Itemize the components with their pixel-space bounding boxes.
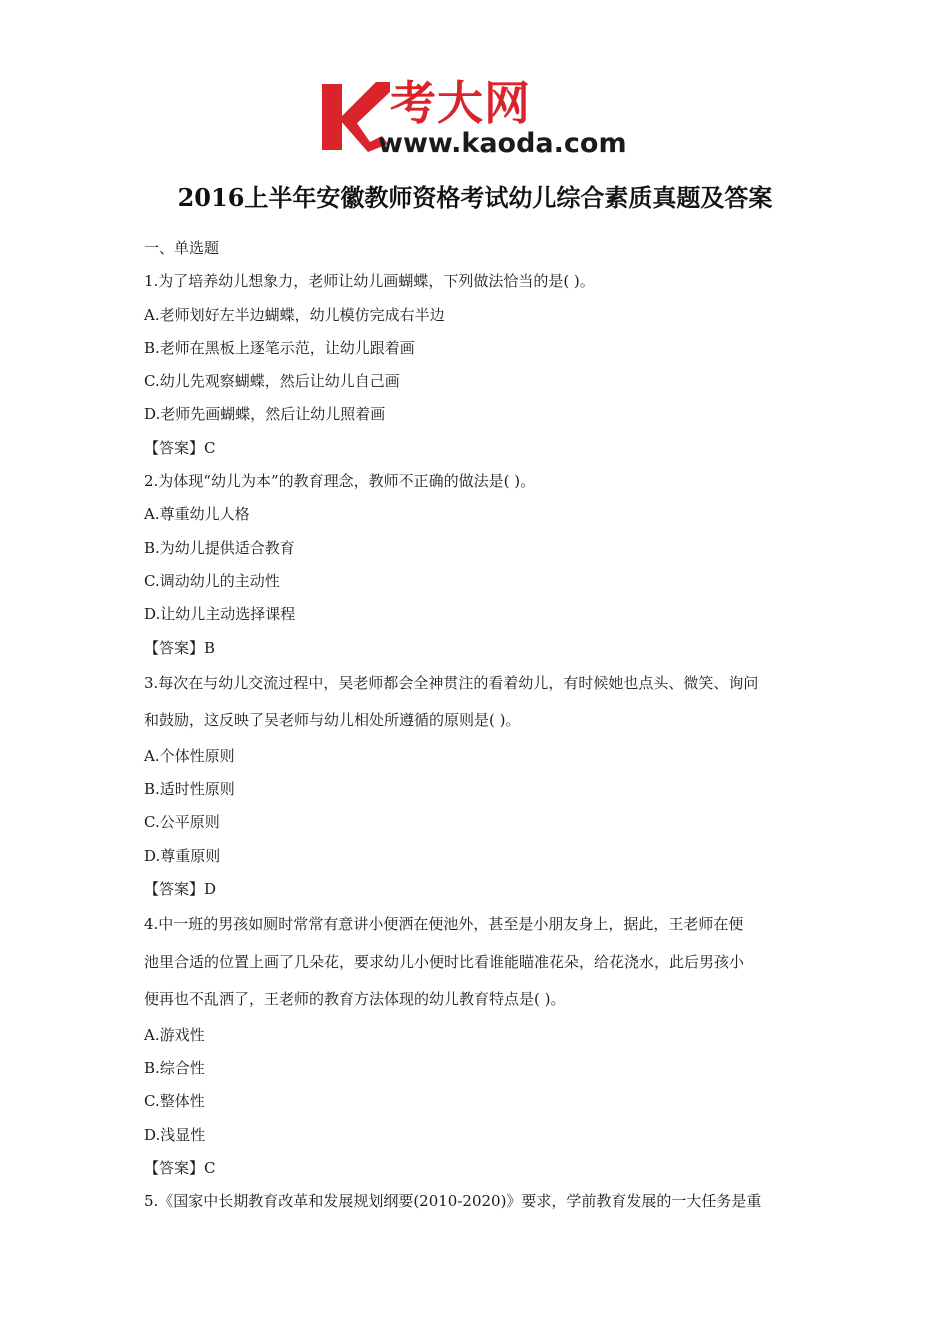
question-3-stem-line-2: 和鼓励，这反映了吴老师与幼儿相处所遵循的原则是( )。 xyxy=(144,711,521,730)
question-2-option-c: C.调动幼儿的主动性 xyxy=(144,571,280,590)
question-1-option-c: C.幼儿先观察蝴蝶，然后让幼儿自己画 xyxy=(144,372,400,391)
question-1-stem: 1.为了培养幼儿想象力，老师让幼儿画蝴蝶，下列做法恰当的是( )。 xyxy=(144,272,595,291)
question-4-stem-line-2: 池里合适的位置上画了几朵花，要求幼儿小便时比看谁能瞄准花朵，给花浇水，此后男孩小 xyxy=(144,952,745,971)
document-body xyxy=(144,232,814,1219)
question-4-option-c: C.整体性 xyxy=(144,1092,205,1111)
question-3-stem-line-1: 3.每次在与幼儿交流过程中，吴老师都会全神贯注的看着幼儿，有时候她也点头、微笑、询问 xyxy=(144,673,759,692)
question-3-answer: 【答案】D xyxy=(144,880,217,899)
question-1-option-a: A.老师划好左半边蝴蝶，幼儿模仿完成右半边 xyxy=(144,305,445,324)
question-4-stem-line-3: 便再也不乱洒了，王老师的教育方法体现的幼儿教育特点是( )。 xyxy=(144,990,566,1009)
question-4-option-b: B.综合性 xyxy=(144,1059,205,1078)
question-2-stem: 2.为体现“幼儿为本”的教育理念，教师不正确的做法是( )。 xyxy=(144,472,536,491)
question-3-option-c: C.公平原则 xyxy=(144,813,220,832)
question-4-stem-line-1: 4.中一班的男孩如厕时常常有意讲小便洒在便池外，甚至是小朋友身上，据此，王老师在便 xyxy=(144,915,744,934)
logo-url: www.kaoda.com xyxy=(378,128,627,159)
question-4-option-a: A.游戏性 xyxy=(144,1025,205,1044)
question-3-option-b: B.适时性原则 xyxy=(144,780,235,799)
question-3-option-a: A.个体性原则 xyxy=(144,746,235,765)
question-1-option-d: D.老师先画蝴蝶，然后让幼儿照着画 xyxy=(144,405,386,424)
kaoda-logo[interactable] xyxy=(318,76,648,160)
page-title: 2016上半年安徽教师资格考试幼儿综合素质真题及答案 xyxy=(177,183,773,212)
question-3-option-d: D.尊重原则 xyxy=(144,846,221,865)
logo-chinese-name: 考大网 xyxy=(390,76,531,130)
question-2-answer: 【答案】B xyxy=(144,638,216,657)
question-1-answer: 【答案】C xyxy=(144,438,216,457)
question-2-option-d: D.让幼儿主动选择课程 xyxy=(144,605,296,624)
question-4-answer: 【答案】C xyxy=(144,1159,216,1178)
question-3-stem xyxy=(144,665,814,740)
section-heading: 一、单选题 xyxy=(144,239,220,257)
question-2-option-a: A.尊重幼儿人格 xyxy=(144,505,250,524)
question-4-option-d: D.浅显性 xyxy=(144,1125,206,1144)
question-2-option-b: B.为幼儿提供适合教育 xyxy=(144,538,295,557)
question-5-stem: 5.《国家中长期教育改革和发展规划纲要(2010-2020)》要求，学前教育发展的一大任务是重 xyxy=(144,1192,762,1211)
question-4-stem xyxy=(144,906,814,1019)
question-1-option-b: B.老师在黑板上逐笔示范，让幼儿跟着画 xyxy=(144,338,415,357)
